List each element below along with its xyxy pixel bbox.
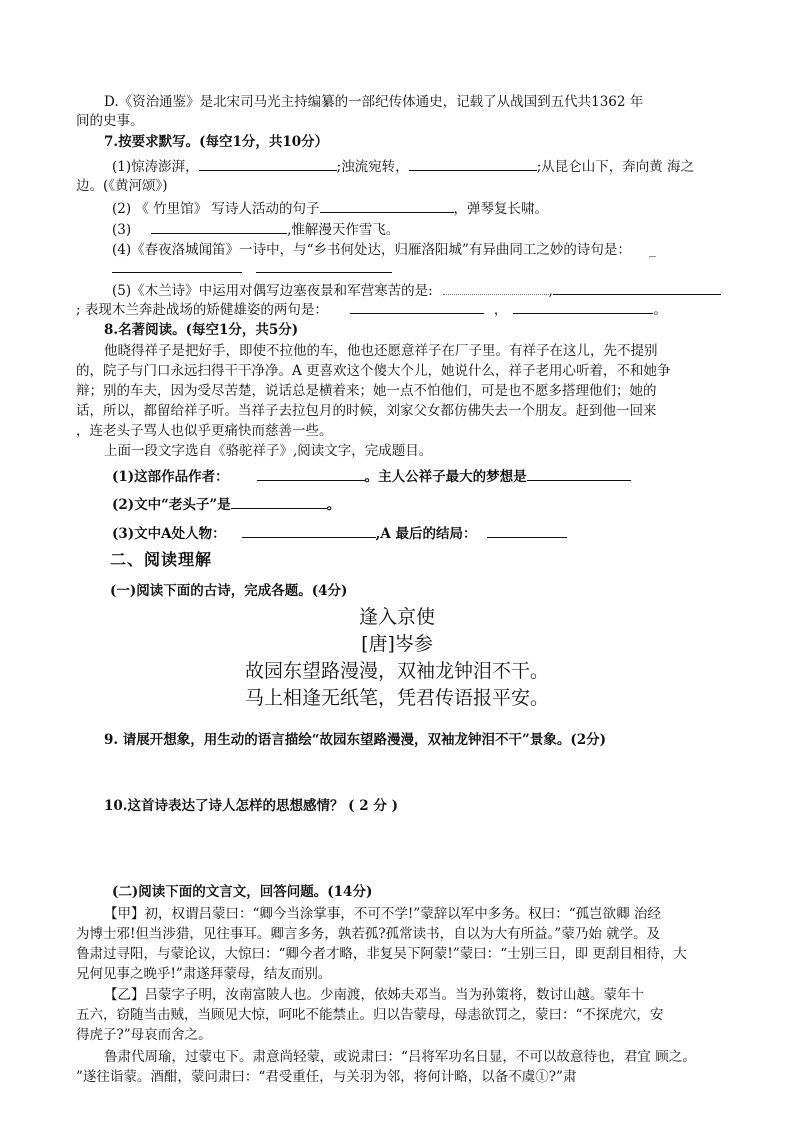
q8-item3 (112, 523, 567, 544)
q7-item2 (112, 198, 548, 219)
q8-2-blank[interactable] (231, 494, 327, 509)
poem-line1: 故园东望路漫漫，双袖龙钟泪不干。 (244, 660, 549, 682)
q8-1-blank2[interactable] (527, 466, 631, 481)
q8-3-blank1[interactable] (242, 523, 376, 538)
q7-2-text-a: (2) 《 竹里馆》 写诗人活动的句子 (112, 201, 320, 217)
q7-item4 (112, 240, 656, 260)
q8-item1 (112, 466, 631, 487)
q7-3-blank[interactable] (151, 219, 287, 234)
q7-item3 (112, 219, 399, 240)
q8-para-line3: 辩；别的车夫，因为受尽苦楚，说话总是横着来；她一点不怕他们，可是也不愿多搭理他们；她的 (76, 383, 657, 399)
q7-1-text-c: ;从昆仑山下，奔向黄 海之 (536, 159, 695, 175)
q7-1-blank1[interactable] (199, 156, 337, 171)
q10-question: 10.这首诗表达了诗人怎样的思想感情？ ( 2 分 ) (104, 798, 398, 814)
q7-4-text-b: _ (648, 242, 656, 258)
q8-3-blank2[interactable] (487, 523, 567, 538)
q8-1-blank1[interactable] (257, 466, 365, 481)
q7-item4-blanks (112, 258, 392, 279)
q7-1-text-b: ;浊流宛转， (336, 159, 409, 175)
q9-question: 9. 请展开想象，用生动的语言描绘“故园东望路漫漫，双袖龙钟泪不干”景象。(2分) (104, 732, 606, 748)
q7-3-text-b: ,惟解漫天作雪飞。 (287, 222, 400, 238)
text-b-line3: 得虎子?”母哀而舍之。 (76, 1027, 212, 1043)
poem-line2: 马上相逢无纸笔，凭君传语报平安。 (244, 687, 549, 709)
q8-1-text-b: 。主人公祥子最大的梦想是 (364, 469, 527, 485)
q8-3-text-b: ,A 最后的结局： (375, 526, 477, 542)
text-c-line1: 鲁肃代周瑜，过蒙屯下。肃意尚轻蒙，或说肃曰：“吕将军功名日显，不可以故意待也，君宜 顾之。 (104, 1049, 696, 1065)
q8-2-text-b: 。 (326, 497, 341, 513)
text-b-line1: 【乙】吕蒙字子明，汝南富陂人也。少南渡，依姊夫邓当。当为孙策将，数讨山越。蒙年十 (104, 987, 644, 1003)
q7-5-blank3[interactable] (350, 299, 484, 314)
q7-4-text-a: (4)《春夜洛城闻笛》一诗中，与“乡书何处达，归雁洛阳城”有异曲同工之妙的诗句是： (112, 242, 631, 258)
text-a-line2: 为博士邪!但当涉猎，见往事耳。卿言多务，孰若孤?孤常读书，自以为大有所益。”蒙乃始 就学。及 (76, 926, 661, 942)
q7-2-blank[interactable] (320, 198, 454, 213)
q7-5-text-b: , (548, 283, 553, 299)
q7-item1-cont: 边。(《黄河颂》) (76, 178, 168, 194)
option-d-line2: 间的史事。 (76, 113, 144, 129)
poem-title: 逢入京使 (358, 606, 435, 628)
q8-para-line1: 他晓得祥子是把好手，即使不拉他的车，他也还愿意祥子在厂子里。有祥子在这儿，先不提别 (104, 343, 658, 359)
q7-5-blank1[interactable] (443, 280, 549, 295)
text-c-line2: ”遂往诣蒙。酒酣，蒙问肃曰：“君受重任，与关羽为邻，将何计略，以备不虞①?”肃 (76, 1069, 577, 1085)
part2-heading: (二)阅读下面的文言文，回答问题。(14分) (112, 884, 373, 900)
text-b-line2: 五六，窃随当击贼，当顾见大惊，呵叱不能禁止。归以告蒙母，母恚欲罚之，蒙曰：“不探虎穴，安 (76, 1007, 664, 1023)
q7-5-text-a: (5)《木兰诗》中运用对偶写边塞夜景和军营寒苦的是: (112, 283, 433, 299)
section-2-heading: 二、阅读理解 (110, 550, 213, 569)
q7-5-text-d: ， (493, 302, 508, 318)
q7-item1 (112, 156, 694, 177)
q7-5-blank4[interactable] (513, 299, 653, 314)
q8-para-line2: 的，院子与门口永远扫得干干净净。A 更喜欢这个傻大个儿，她说什么，祥子老用心听着，不和她争 (76, 363, 671, 379)
q8-para-line5: ，连老头子骂人也似乎更痛快而慈善一些。 (76, 423, 333, 439)
text-a-line3: 鲁肃过寻阳，与蒙论议，大惊曰：“卿今者才略，非复吴下阿蒙!”蒙曰：“士别三日，即 更刮目相待，大 (76, 946, 687, 962)
q7-2-text-b: ，弹琴复长啸。 (453, 201, 548, 217)
part1-heading: (一)阅读下面的古诗，完成各题。(4分) (110, 583, 348, 599)
text-a-line4: 兄何见事之晚乎!”肃遂拜蒙母，结友而别。 (76, 966, 332, 982)
q7-item5-cont (76, 299, 667, 320)
q8-2-text-a: (2)文中“老头子”是 (112, 497, 231, 513)
q8-item2 (112, 494, 340, 515)
q8-1-text-a: (1)这部作品作者： (112, 469, 229, 485)
q7-1-text-a: (1)惊涛澎湃， (112, 159, 199, 175)
q7-title: 7.按要求默写。(每空1分，共10分） (104, 134, 329, 150)
q8-title: 8.名著阅读。(每空1分，共5分) (104, 322, 299, 338)
poem-author: [唐]岑参 (361, 633, 433, 655)
q7-5-text-c: ; 表现木兰奔赴战场的矫健雄姿的两句是： (76, 302, 328, 318)
q8-instruction: 上面一段文字选自《骆驼祥子》,阅读文字，完成题目。 (104, 443, 433, 459)
q7-4-blank1[interactable] (112, 258, 242, 273)
text-a-line1: 【甲】初，权谓吕蒙曰：“卿今当涂掌事，不可不学!”蒙辞以军中多务。权曰：“孤岂欲卿 治经 (104, 906, 661, 922)
q7-1-blank2[interactable] (409, 156, 537, 171)
q7-item5 (112, 280, 721, 301)
q7-4-blank2[interactable] (256, 258, 392, 273)
q8-3-text-a: (3)文中A处人物： (112, 526, 226, 542)
q8-para-line4: 话，所以，都留给祥子听。当祥子去拉包月的时候，刘家父女都仿佛失去一个朋友。赶到他一回来 (76, 403, 657, 419)
q7-5-blank2[interactable] (553, 280, 721, 295)
option-d-line1: D.《资治通鉴》是北宋司马光主持编纂的一部纪传体通史，记载了从战国到五代共1362 年 (104, 94, 644, 110)
q7-3-text-a: (3) (112, 222, 132, 238)
q7-5-text-e: 。 (653, 302, 667, 318)
